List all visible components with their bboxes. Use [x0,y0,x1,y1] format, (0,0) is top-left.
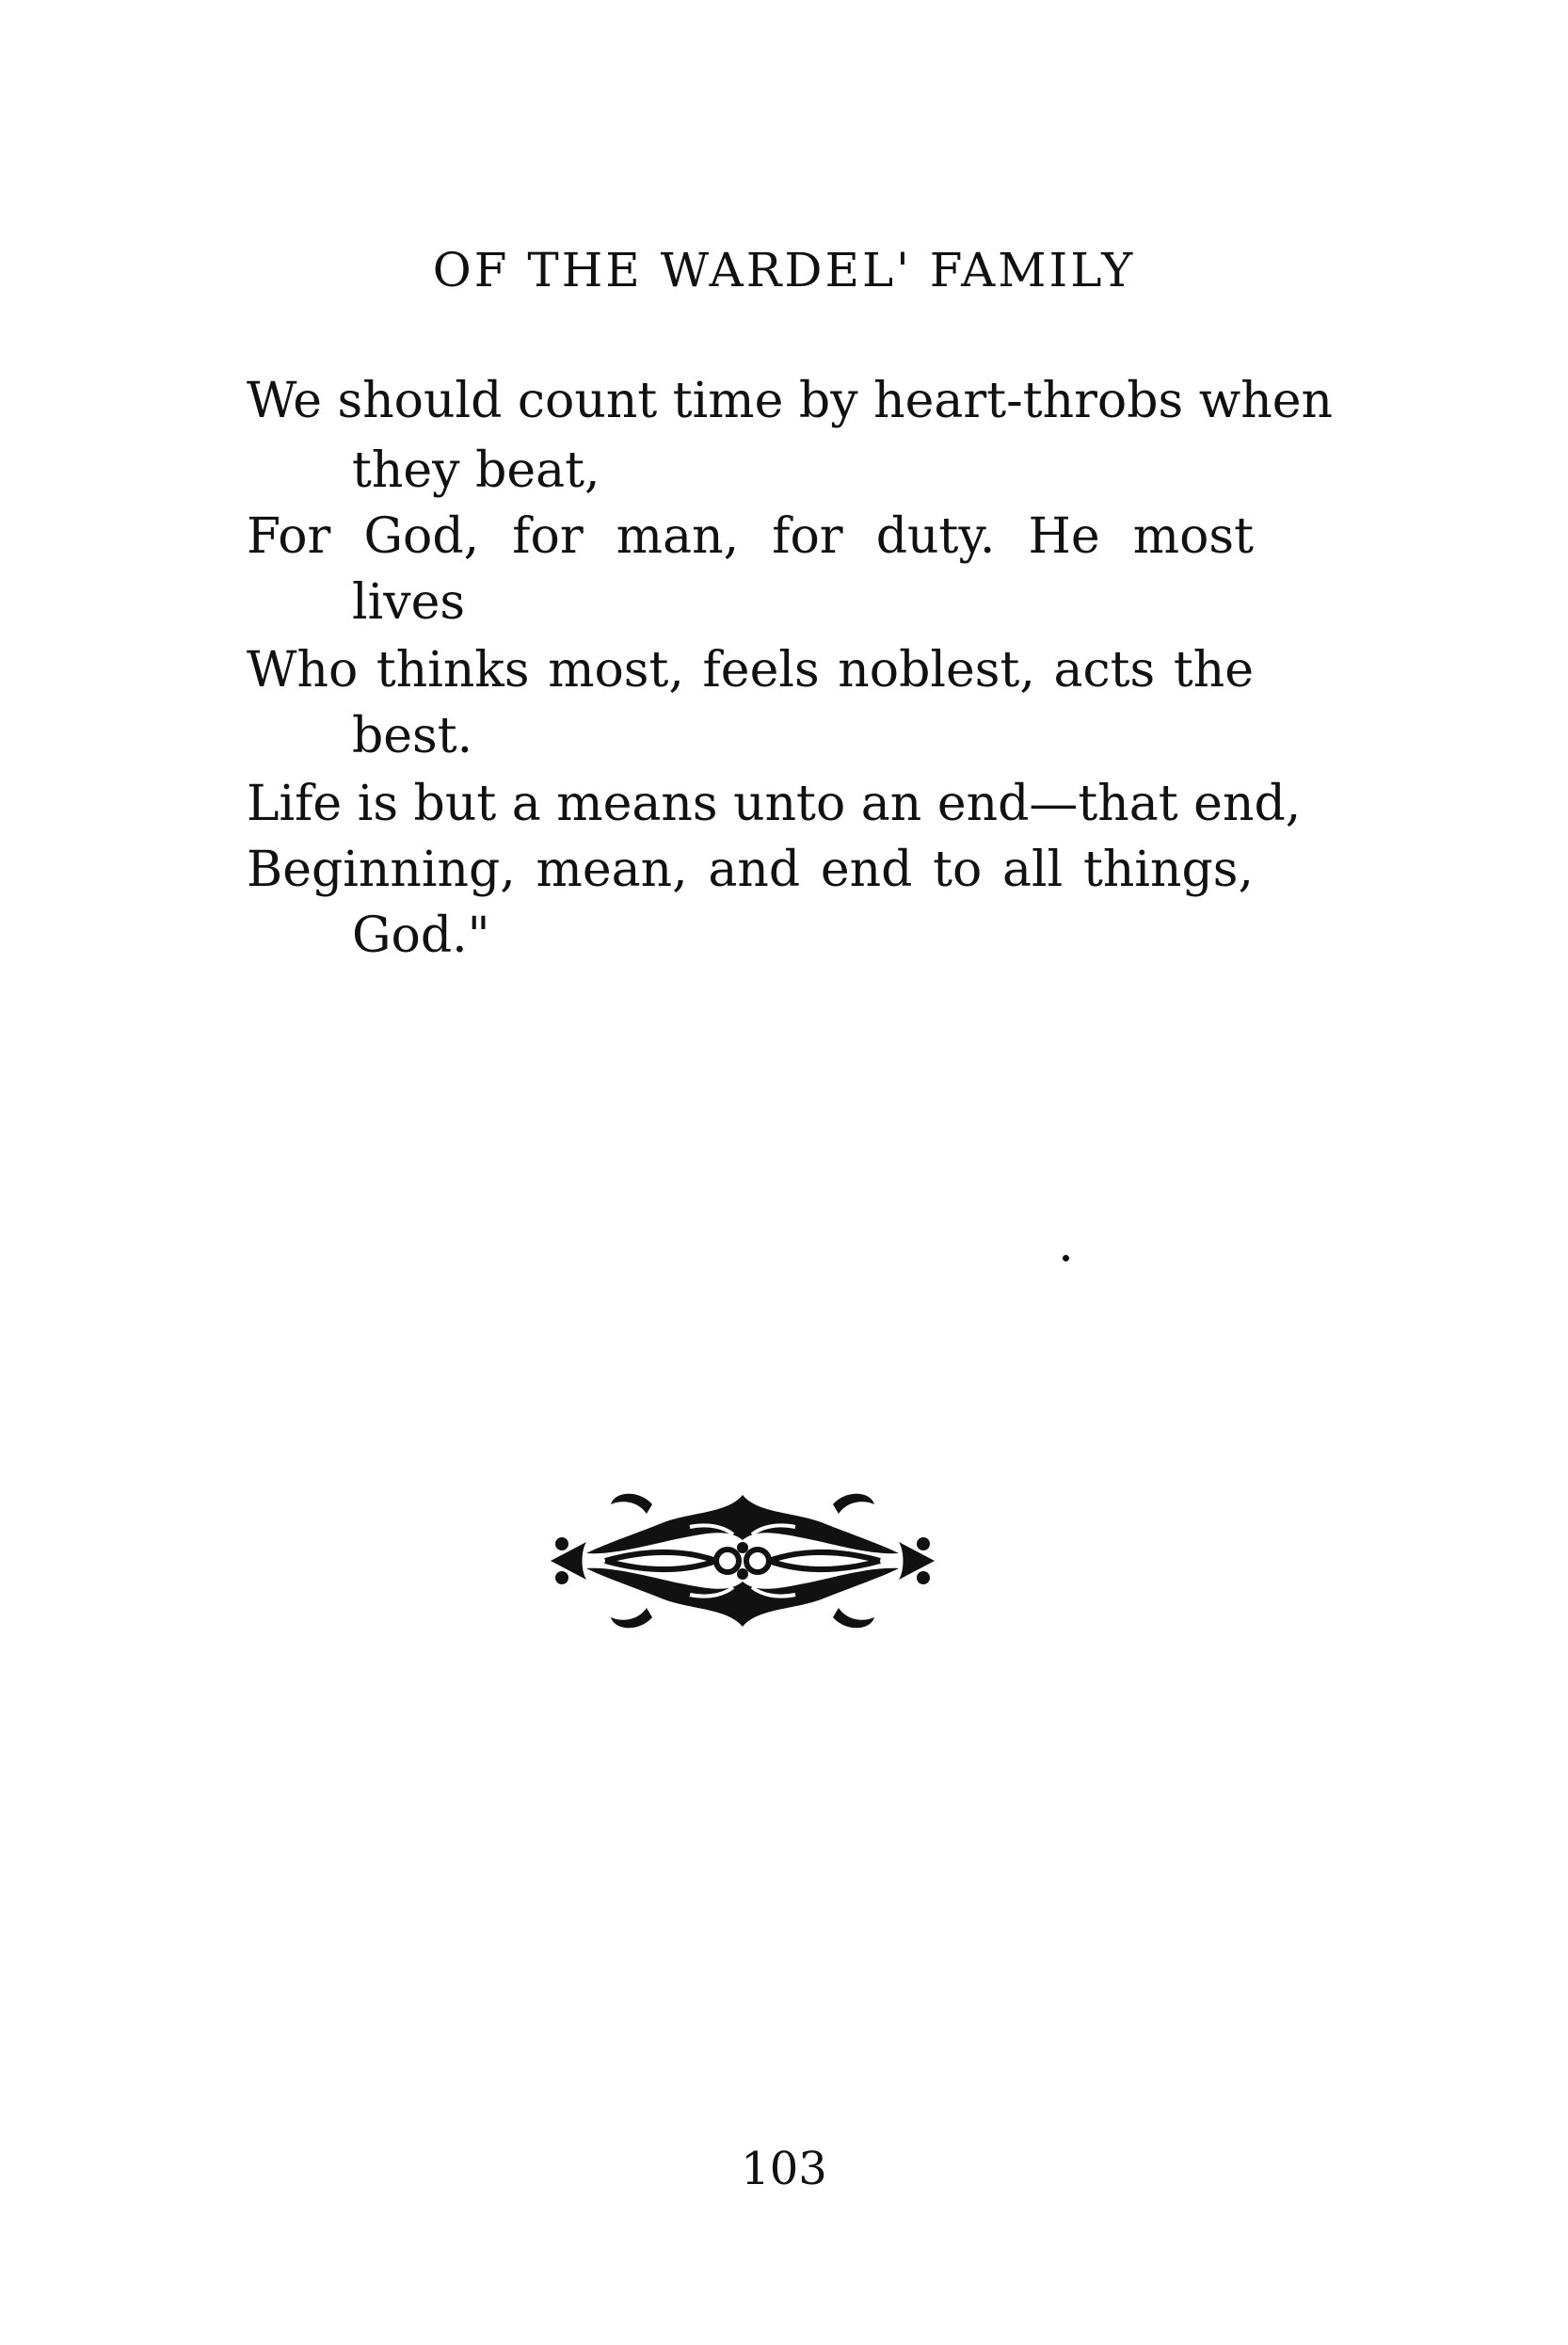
verse-line: Beginning, mean, and end to all things, [247,842,1254,898]
fleuron-ornament-icon [549,1486,936,1636]
running-head: OF THE WARDEL' FAMILY [432,243,1136,297]
verse-line: For God, for man, for duty. He most [247,508,1254,565]
verse-line: Who thinks most, feels noblest, acts the [247,642,1254,699]
verse-line-turnover: God." [352,907,490,964]
verse-line-turnover: best. [352,708,473,764]
page-number: 103 [741,2143,827,2195]
stray-print-dot [1063,1255,1069,1261]
verse-line-turnover: lives [352,574,466,631]
verse-line: Life is but a means unto an end—that end, [247,776,1302,832]
verse-line-turnover: they beat, [352,442,600,499]
verse-line: We should count time by heart-throbs when [247,373,1334,429]
